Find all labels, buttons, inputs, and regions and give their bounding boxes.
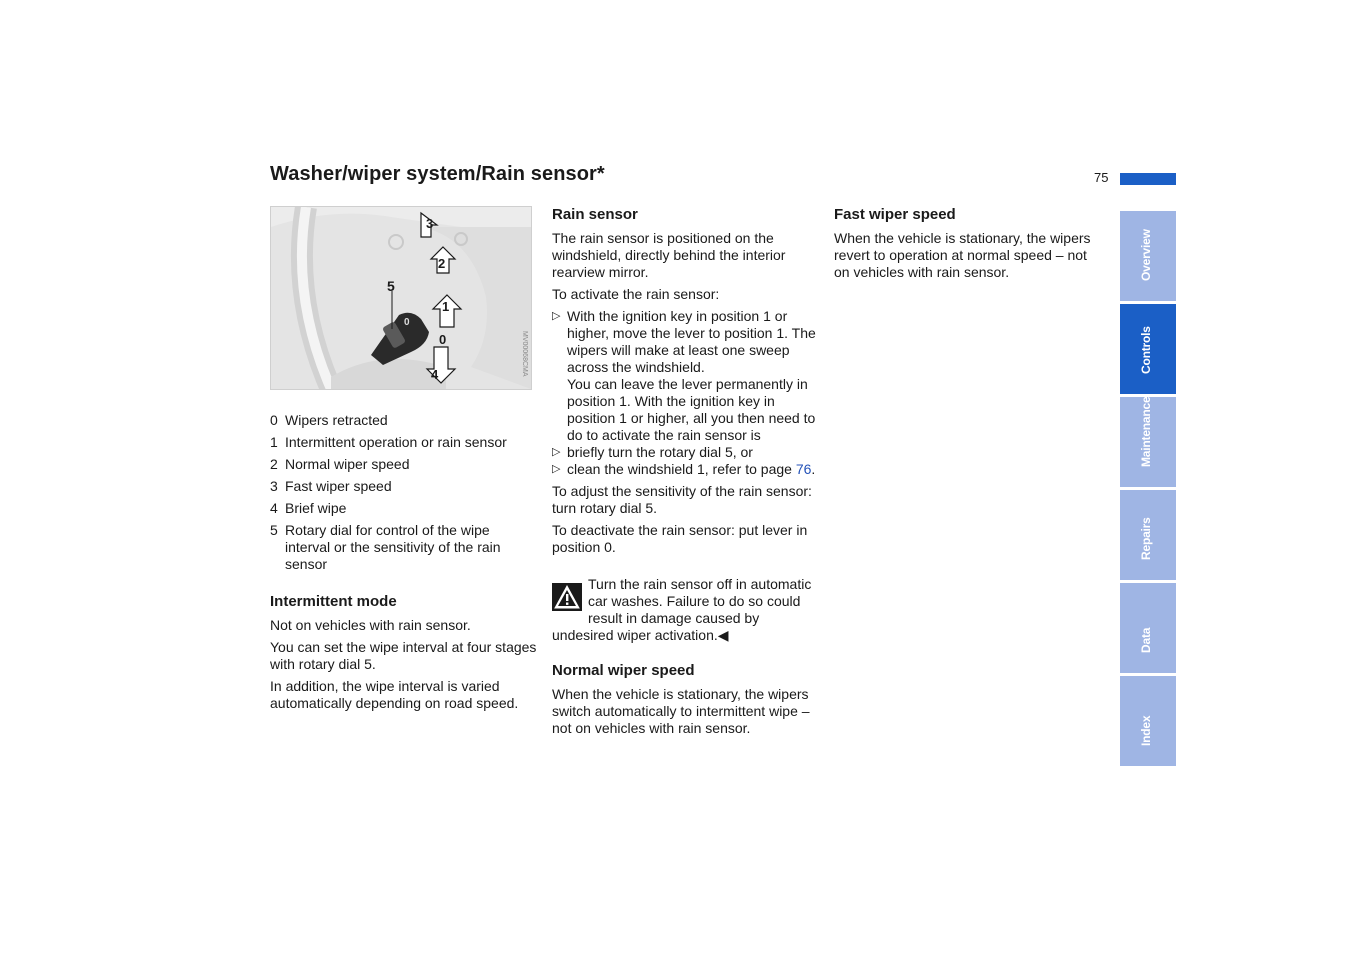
intermittent-p1: Not on vehicles with rain sensor. xyxy=(270,617,471,633)
warning-icon xyxy=(552,583,582,611)
position-2: 2 xyxy=(438,256,446,271)
rain-sensor-p1: The rain sensor is positioned on the windshield, directly behind the interior rearview mirror. xyxy=(552,230,786,280)
end-mark: ◀ xyxy=(717,627,729,643)
svg-text:0: 0 xyxy=(404,317,410,328)
legend-item: 0 Wipers retracted xyxy=(270,412,388,428)
bullet-marker: ▷ xyxy=(552,446,561,458)
tab-overview[interactable]: Overview xyxy=(1120,211,1176,301)
legend-list xyxy=(270,412,538,573)
legend-item: 2 Normal wiper speed xyxy=(270,456,410,472)
callout-5: 5 xyxy=(387,278,395,294)
bullet-marker: ▷ xyxy=(552,463,561,475)
page-number: 75 xyxy=(1094,170,1109,185)
intermittent-p3: In addition, the wipe interval is varied automatically depending on road speed. xyxy=(270,678,519,711)
tab-repairs[interactable]: Repairs xyxy=(1120,490,1176,580)
normal-speed-p1: When the vehicle is stationary, the wipers switch automatically to intermittent wipe – not on vehicles with rain sensor. xyxy=(552,686,810,736)
legend-item: 3 Fast wiper speed xyxy=(270,478,392,494)
fast-speed-heading: Fast wiper speed xyxy=(834,206,956,223)
figure-code: MV00068CMA xyxy=(521,331,528,377)
tab-index[interactable]: Index xyxy=(1120,676,1176,766)
tab-maintenance[interactable]: Maintenance xyxy=(1120,397,1176,487)
column-middle xyxy=(552,206,820,742)
position-4: 4 xyxy=(431,367,439,382)
wiper-lever-drawing xyxy=(271,207,531,389)
list-item: ▷ clean the windshield 1, refer to page 76. xyxy=(552,461,816,477)
position-1: 1 xyxy=(442,299,450,314)
list-item: ▷ With the ignition key in position 1 or higher, move the lever to position 1. The wipers will make at least one sweep across the windshield. You can leave the lever permanently in position 1. With the ignition key in position 1 or higher, all you then need to do to activate the rain sensor is xyxy=(552,308,816,443)
normal-speed-heading: Normal wiper speed xyxy=(552,662,695,679)
page-number-bar xyxy=(1120,173,1176,185)
list-item: ▷ briefly turn the rotary dial 5, or xyxy=(552,444,753,460)
column-right xyxy=(834,206,1102,286)
wiper-lever-illustration xyxy=(270,206,532,390)
warning-text: Turn the rain sensor off in automatic car washes. Failure to do so could result in damage caused by undesired wiper activation. xyxy=(552,576,812,643)
rain-sensor-steps xyxy=(552,308,820,478)
position-0: 0 xyxy=(439,332,447,347)
bullet-marker: ▷ xyxy=(552,310,561,322)
intermittent-p2: You can set the wipe interval at four stages with rotary dial 5. xyxy=(270,639,537,672)
column-left xyxy=(270,206,538,717)
rain-sensor-p4: To deactivate the rain sensor: put lever in position 0. xyxy=(552,522,808,555)
position-3: 3 xyxy=(426,216,434,231)
page-title: Washer/wiper system/Rain sensor* xyxy=(270,163,605,185)
rain-sensor-heading: Rain sensor xyxy=(552,206,638,223)
rain-sensor-p3: To adjust the sensitivity of the rain sensor: turn rotary dial 5. xyxy=(552,483,812,516)
tab-data[interactable]: Data xyxy=(1120,583,1176,673)
page-link[interactable]: 76 xyxy=(795,461,812,477)
fast-speed-p1: When the vehicle is stationary, the wipers revert to operation at normal speed – not on vehicles with rain sensor. xyxy=(834,230,1091,280)
tab-controls[interactable]: Controls xyxy=(1120,304,1176,394)
legend-item: 4 Brief wipe xyxy=(270,500,347,516)
warning-box xyxy=(552,576,820,644)
intermittent-heading: Intermittent mode xyxy=(270,593,397,610)
legend-item: 1 Intermittent operation or rain sensor xyxy=(270,434,507,450)
rain-sensor-p2: To activate the rain sensor: xyxy=(552,286,720,302)
legend-item: 5 Rotary dial for control of the wipe interval or the sensitivity of the rain sensor xyxy=(270,522,501,572)
section-tabs xyxy=(1120,211,1176,769)
